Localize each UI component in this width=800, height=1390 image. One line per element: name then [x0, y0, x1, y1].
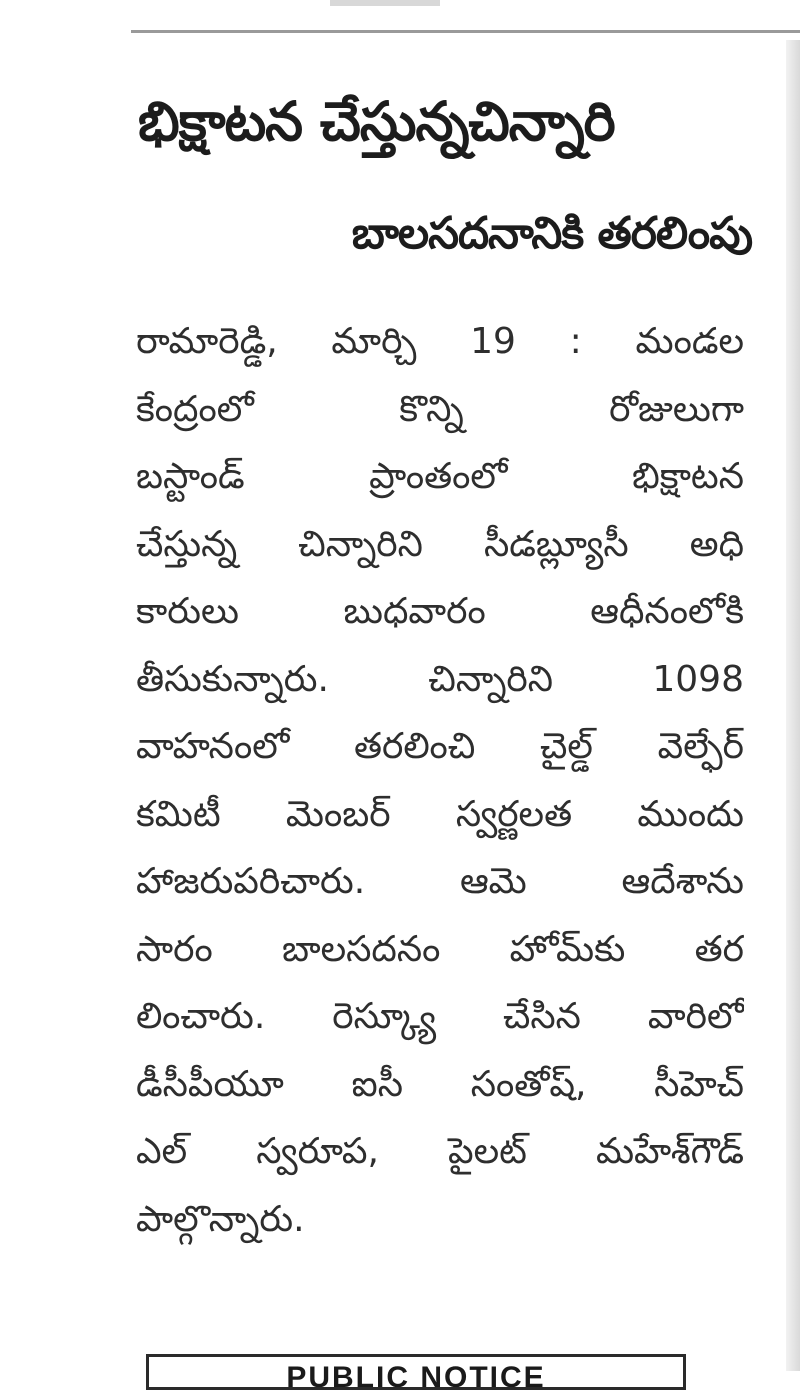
article-headline: భిక్షాటన చేస్తున్నచిన్నారి [138, 90, 615, 153]
body-line: రామారెడ్డి, మార్చి 19 : మండల [136, 321, 744, 362]
body-line: డీసీపీయూ ఐసీ సంతోష్, సీహెచ్ [136, 1063, 744, 1105]
body-line: కారులు బుధవారం ఆధీనంలోకి [136, 591, 744, 632]
body-line: పాల్గొన్నారు. [136, 1198, 305, 1240]
body-line: వాహనంలో తరలించి చైల్డ్ వెల్ఫేర్ [136, 726, 744, 767]
body-line: కమిటీ మెంబర్ స్వర్ణలత ముందు [136, 793, 744, 835]
previous-article-fragment [330, 0, 440, 6]
body-line: సారం బాలసదనం హోమ్‌కు తర [136, 928, 744, 970]
body-line: ఎల్ స్వరూప, పైలట్ మహేశ్‌గౌడ్ [136, 1131, 744, 1172]
body-line: చేస్తున్న చిన్నారిని సీడబ్ల్యూసీ అధి [136, 523, 744, 565]
article-subheadline: బాలసదనానికి తరలింపు [351, 208, 752, 259]
body-line: లించారు. రెస్క్యూ చేసిన వారిలో [136, 996, 744, 1037]
body-line: హాజరుపరిచారు. ఆమె ఆదేశాను [136, 861, 744, 902]
public-notice-box [146, 1354, 686, 1390]
body-line: తీసుకున్నారు. చిన్నారిని 1098 [136, 658, 744, 700]
page-edge-shadow [786, 40, 800, 1371]
body-line: బస్టాండ్ ప్రాంతంలో భిక్షాటన [136, 456, 744, 497]
body-line: కేంద్రంలో కొన్ని రోజులుగా [136, 388, 744, 430]
public-notice-heading: PUBLIC NOTICE [286, 1361, 546, 1390]
column-divider-rule [131, 30, 800, 33]
article-body [136, 308, 744, 1253]
